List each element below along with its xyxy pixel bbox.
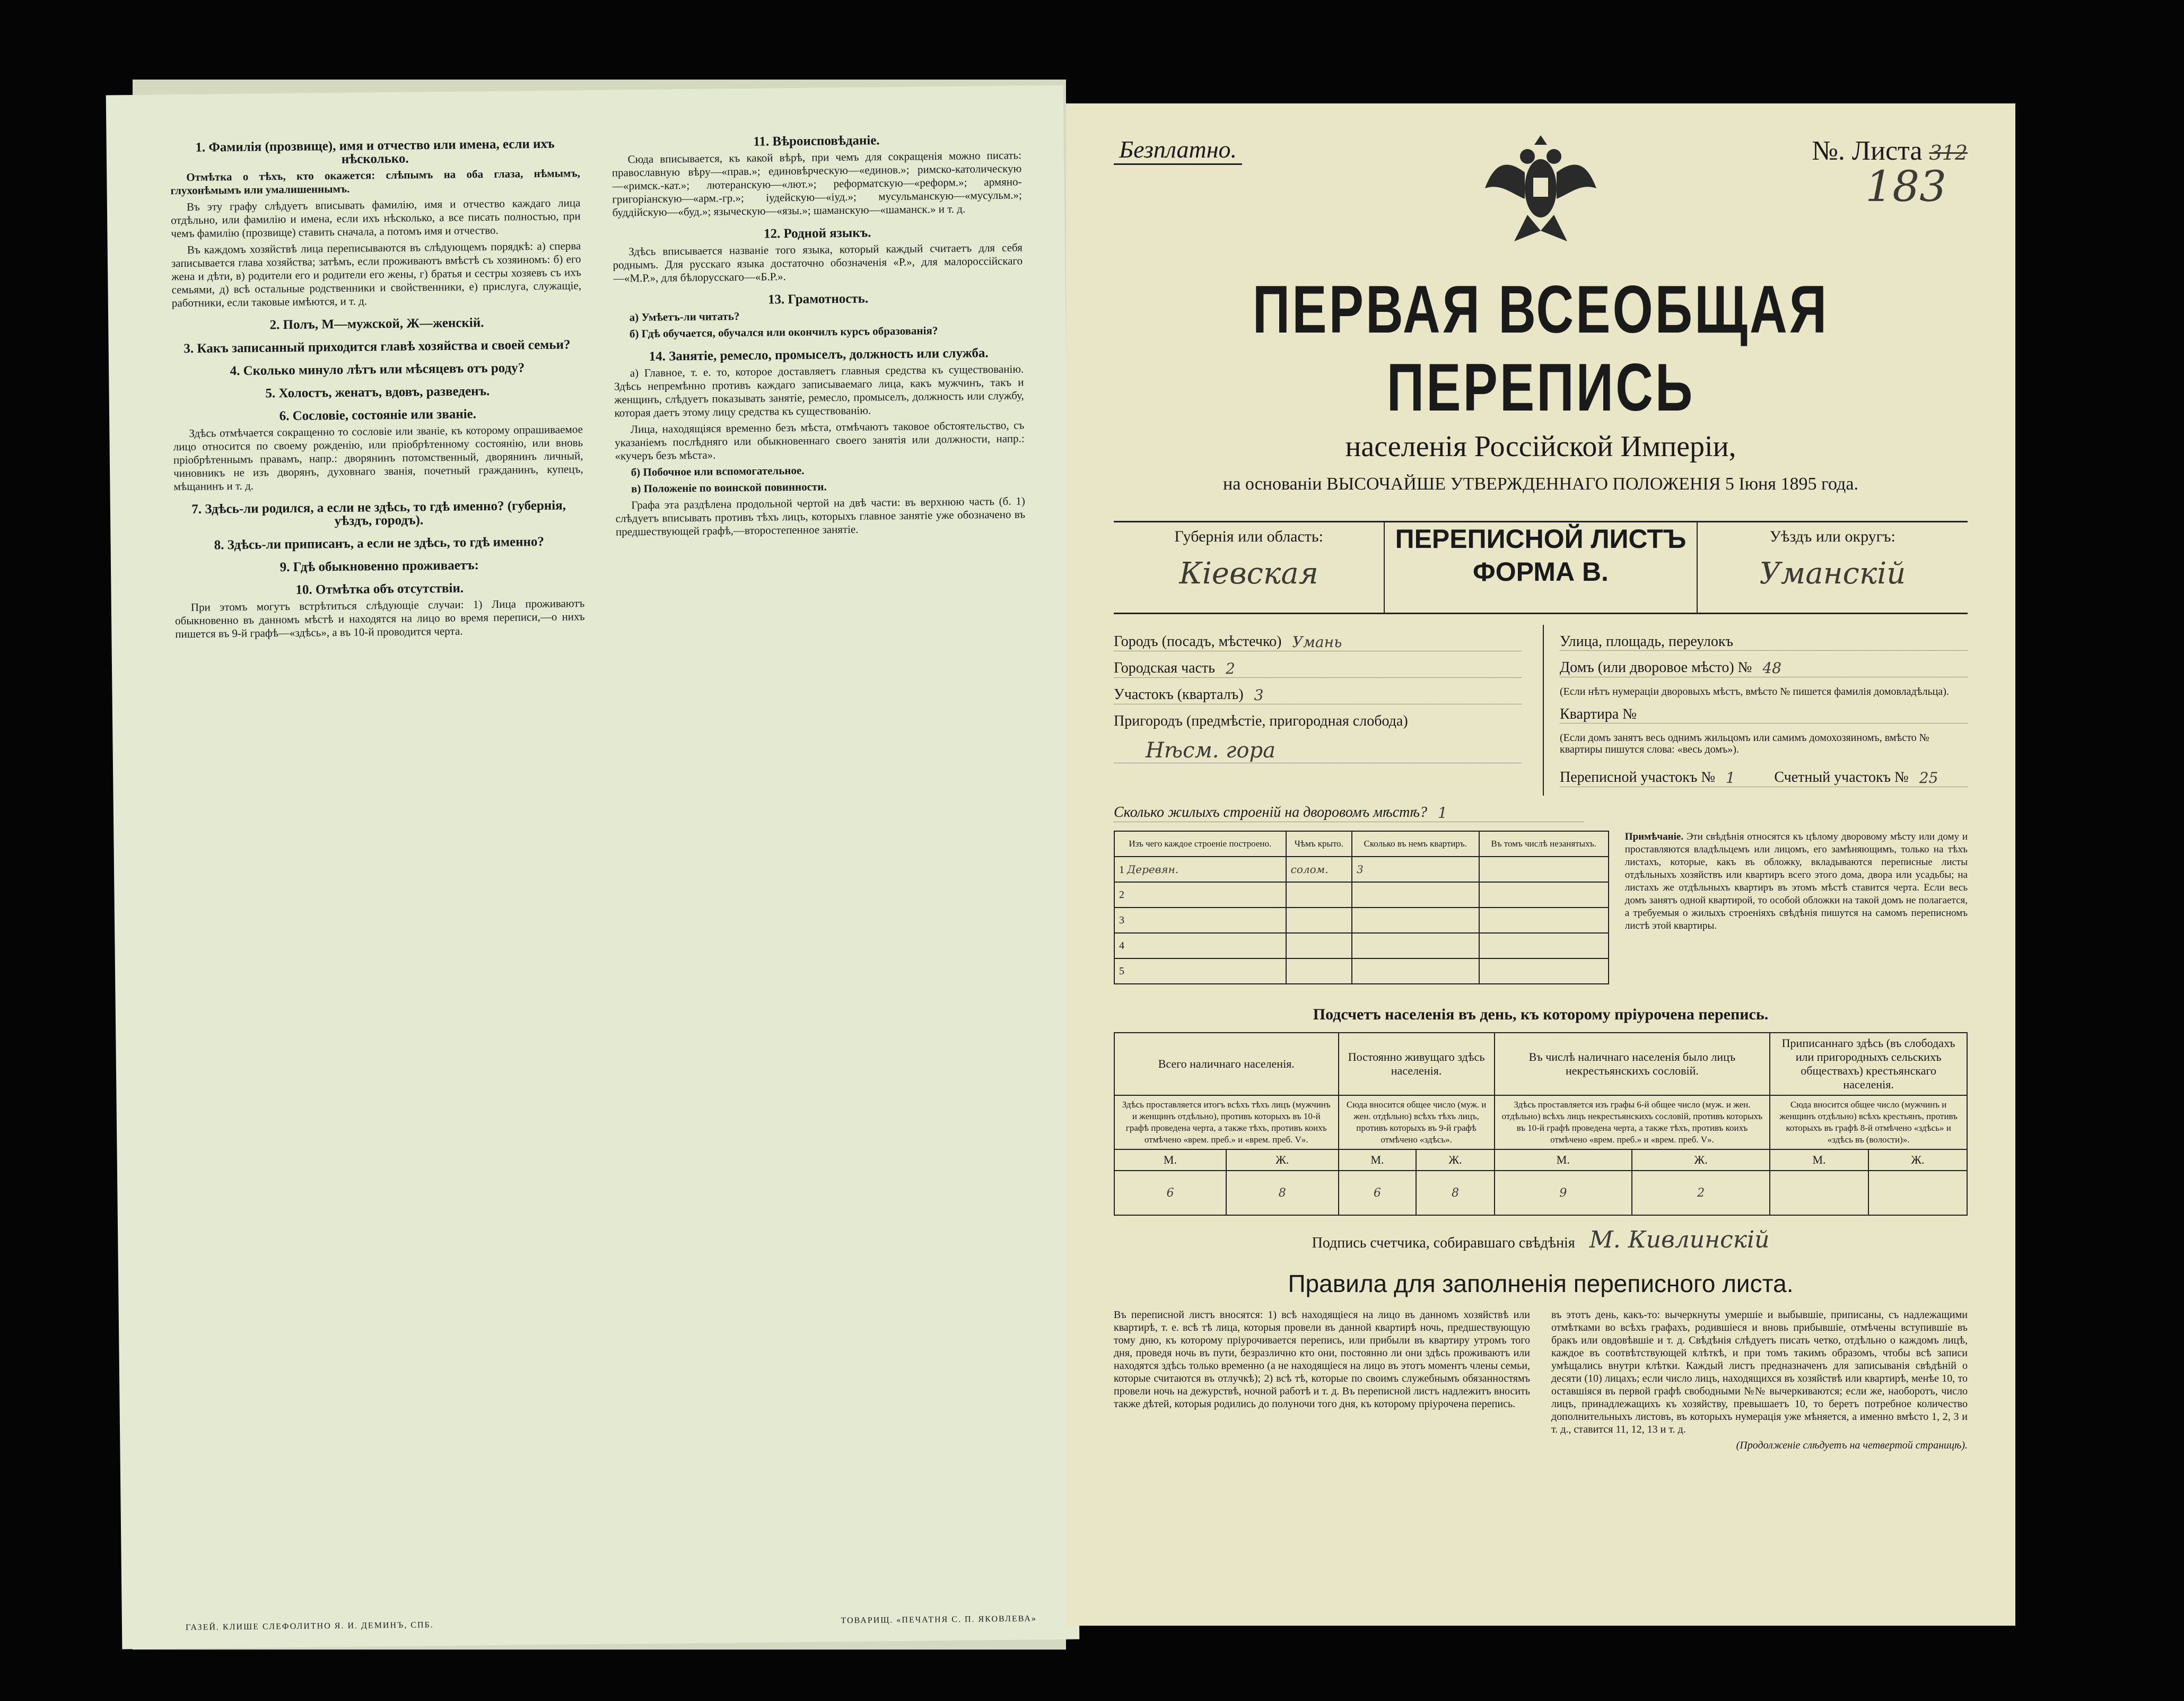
section-1-text-2: Въ каждомъ хозяйствѣ лица переписываются въ слѣдующемъ порядкѣ: а) сперва записывается глава хозяйства; затѣмъ, если проживаютъ вмѣстѣ съ хозяиномъ: б) его жена и дѣти, в) родители его и родители его жены, г) братья и сестры хозяевъ съ ихъ семьями, д) всѣ остальные родственники и свойственники, е) прислуга, служащіе, работники, если таковые имѣются, и т. д. — [171, 239, 582, 310]
city-part-label: Городская часть — [1114, 660, 1216, 676]
street-field — [1560, 633, 1968, 651]
empty-value[interactable] — [1479, 908, 1609, 933]
section-14-text: а) Главное, т. е. то, которое доставляетъ главныя средства къ существованію. Здѣсь непремѣнно противъ каждаго записываемаго лица, какъ мужчинъ, такъ и женщинъ, слѣдуетъ показывать занятіе, ремесло, промыселъ, должность или службу, которая даетъ этому лицу средства къ существованію. — [614, 362, 1024, 420]
printer-footer-right: ТОВАРИЩ. «ПЕЧАТНЯ С. П. ЯКОВЛЕВА» — [841, 1614, 1037, 1626]
census-subtitle: населенія Россійской Имперіи, — [1345, 430, 1736, 463]
pop-mj-row — [1114, 1149, 1967, 1171]
pop-desc-present: Здѣсь проставляется итогъ всѣхъ тѣхъ лицъ (мужчинъ и женщинъ отдѣльно), противъ которыхъ въ 10-й графѣ проведена черта, а также тѣхъ, противъ коихъ отмѣчено «врем. преб.» и «врем. преб. V». — [1114, 1095, 1339, 1149]
section-9-text: При этомъ могутъ встрѣтиться слѣдующіе случаи: 1) Лица проживаютъ обыкновенно въ данномъ мѣстѣ и находятся на лицо во время переписи,—о нихъ пишется въ 9-й графѣ—«здѣсь», а въ 10-й проводится черта. — [174, 597, 585, 641]
census-district-label: Переписной участокъ № — [1560, 769, 1716, 786]
address-left — [1114, 625, 1522, 796]
roof-value[interactable] — [1286, 958, 1352, 984]
instructions-column-1 — [170, 127, 595, 1627]
row-number: 1 — [1119, 863, 1124, 876]
female-header: Ж. — [1632, 1149, 1770, 1171]
apartments-value[interactable] — [1352, 882, 1479, 908]
street-label: Улица, площадь, переулокъ — [1560, 633, 1733, 650]
prigorod-value-row — [1114, 738, 1522, 763]
rules-column-1: Въ переписной листъ вносятся: 1) всѣ находящіеся на лицо въ данномъ хозяйствѣ или квартирѣ, т. е. всѣ тѣ лица, которыя провели въ данной квартирѣ ночь, предшествующую тому дню, къ которому пріурочивается перепись, или прибыли въ квартиру утромъ того дня, проведя ночь въ пути, безразлично кто они, постоянно ли они здѣсь проживаютъ или находятся здѣсь только временно (а не находящіеся на лицо въ этотъ моментъ члены семьи, которые считаются въ отлучкѣ); 2) всѣ тѣ, которые по своимъ служебнымъ обязанностямъ провели ночь на дежурствѣ, ночной работѣ и т. д. Въ переписной листъ надлежитъ вносить также дѣтей, которыя родились до полуночи того дня, къ которому пріурочена перепись. — [1114, 1309, 1530, 1410]
double-headed-eagle-emblem — [1482, 125, 1599, 247]
right-page-census-form — [1066, 103, 2015, 1626]
material-value[interactable]: Деревян. — [1127, 862, 1179, 876]
female-header: Ж. — [1226, 1149, 1339, 1171]
section-11-text: Сюда вписывается, къ какой вѣрѣ, при чемъ для сокращенія можно писать: православную вѣру—«прав.»; единовѣрческую—«единов.»; римско-католическую—«римск.-кат.»; лютеранскую—«лют.»; реформатскую—«реформ.»; армяно-григоріанскую—«арм.-гр.»; іудейскую—«іуд.»; мусульманскую—«мусульм.»; буддійскую—«буд.»; языческую—«язы.»; шаманскую—«шаманск.» и т. д. — [611, 149, 1022, 219]
section-4-title: 4. Сколько минуло лѣтъ или мѣсяцевъ отъ роду? — [230, 361, 525, 379]
pop-head-non-peasant: Въ числѣ наличнаго населенія было лицъ некрестьянскихъ сословій. — [1495, 1033, 1770, 1095]
pop-head-present: Всего наличнаго населенія. — [1114, 1033, 1339, 1095]
section-1-subtitle: Отмѣтка о тѣхъ, кто окажется: слѣпымъ на оба глаза, нѣмымъ, глухонѣмымъ или умалишеннымъ. — [170, 167, 580, 197]
form-title-line-2: ФОРМА В. — [1473, 557, 1609, 587]
census-title: ПЕРВАЯ ВСЕОБЩАЯ ПЕРЕПИСЬ — [1252, 271, 1829, 425]
bt-head-roof: Чѣмъ крыто. — [1286, 831, 1352, 857]
roof-value[interactable] — [1286, 882, 1352, 908]
pop-desc-row — [1114, 1095, 1967, 1149]
apartments-value[interactable] — [1352, 908, 1479, 933]
table-row — [1114, 857, 1609, 882]
section-9-title: 9. Гдѣ обыкновенно проживаетъ: — [279, 558, 479, 575]
address-right — [1543, 625, 1968, 796]
buildings-table-header — [1114, 831, 1609, 857]
form-title-row — [1114, 521, 1968, 614]
sheet-number — [1812, 135, 1968, 211]
row-number: 4 — [1114, 933, 1286, 958]
house-field — [1560, 659, 1968, 677]
table-row — [1114, 908, 1609, 933]
enumerator-signature — [1114, 1226, 1968, 1253]
pop-values-row — [1114, 1171, 1967, 1215]
roof-value[interactable]: солом. — [1286, 857, 1352, 882]
form-name-cell — [1384, 522, 1697, 613]
pop-desc-resident: Сюда вносится общее число (муж. и жен. отдѣльно) всѣхъ тѣхъ лицъ, противъ которыхъ въ 9-й графѣ отмѣчено «здѣсь». — [1339, 1095, 1495, 1149]
sheet-number-handwritten: 183 — [1865, 162, 1946, 211]
row-number: 2 — [1114, 882, 1286, 908]
empty-value[interactable] — [1479, 933, 1609, 958]
peasant-female-value[interactable] — [1868, 1171, 1967, 1215]
table-row — [1114, 882, 1609, 908]
bt-head-apartments: Сколько въ немъ квартиръ. — [1352, 831, 1479, 857]
rules-column-2 — [1551, 1309, 1968, 1452]
present-female-value[interactable]: 8 — [1226, 1171, 1339, 1215]
apartment-value[interactable] — [1637, 706, 1968, 723]
female-header: Ж. — [1416, 1149, 1494, 1171]
guberniya-label: Губернія или область: — [1174, 528, 1323, 545]
apartment-label: Квартира № — [1560, 706, 1637, 722]
street-value[interactable] — [1733, 633, 1968, 650]
table-row — [1114, 958, 1609, 984]
male-header: М. — [1770, 1149, 1868, 1171]
population-count-title: Подсчетъ населенія въ день, къ которому пріурочена перепись. — [1313, 1006, 1769, 1023]
census-legal-basis: на основаніи ВЫСОЧАЙШЕ УТВЕРЖДЕННАГО ПОЛОЖЕНІЯ 5 Іюня 1895 года. — [1223, 474, 1858, 494]
row-number: 3 — [1114, 908, 1286, 933]
rules-text — [1114, 1309, 1968, 1452]
note-text: Эти свѣдѣнія относятся къ цѣлому дворовому мѣсту или дому и проставляются владѣльцемъ или лицомъ, его замѣняющимъ, только на тѣхъ листахъ, которые, какъ въ обложку, вкладываются переписные листы отдѣльныхъ хозяйствъ или квартиръ всего этого дома, двора или усадьбы; на листахъ же отдѣльныхъ квартиръ въ этомъ мѣстѣ ставится черта. Если весь домъ занятъ одной квартирой, то особой обложки на такой домъ не полагается, а требуемыя о жилыхъ строеніяхъ свѣдѣнія пишутся на самомъ переписномъ листѣ этой квартиры. — [1624, 831, 1968, 931]
section-3-title: 3. Какъ записанный приходится главѣ хозяйства и своей семьи? — [184, 337, 571, 356]
buildings-note — [1625, 831, 1968, 984]
form-title-line-1: ПЕРЕПИСНОЙ ЛИСТЪ — [1395, 524, 1687, 554]
present-male-value[interactable]: 6 — [1114, 1171, 1226, 1215]
prigorod-field — [1114, 713, 1522, 730]
male-header: М. — [1339, 1149, 1417, 1171]
left-page-instructions — [106, 85, 1080, 1650]
signature-value[interactable]: М. Кивлинскій — [1589, 1226, 1770, 1253]
uchastok-field — [1114, 686, 1522, 704]
section-10-title: 10. Отмѣтка объ отсутствіи. — [295, 581, 464, 597]
section-1-text: Въ эту графу слѣдуетъ вписывать фамилію, имя и отчество каждаго лица отдѣльно, или фамилію и имена, если ихъ нѣсколько, а все писать полностью, при чемъ фамилію (прозвище) ставить сначала, а потомъ имя и отчество. — [171, 196, 581, 240]
section-13a: а) Умѣетъ-ли читать? — [629, 310, 740, 324]
uchastok-value[interactable]: 3 — [1254, 686, 1264, 704]
uchastok-label: Участокъ (кварталъ) — [1114, 686, 1244, 703]
apartments-value[interactable] — [1352, 933, 1479, 958]
empty-value[interactable] — [1479, 857, 1609, 882]
section-2-title: 2. Полъ, М—мужской, Ж—женскій. — [269, 316, 484, 333]
buildings-count-label: Сколько жилыхъ строеній на дворовомъ мѣстѣ? — [1114, 804, 1428, 821]
uezd-label: Уѣздъ или округъ: — [1769, 528, 1895, 545]
note-title: Примѣчаніе. — [1624, 831, 1684, 842]
pop-head-row — [1114, 1033, 1967, 1095]
buildings-count-field — [1114, 804, 1584, 822]
section-12-text: Здѣсь вписывается названіе того языка, который каждый считаетъ для себя роднымъ. Для русскаго языка достаточно обозначенія «Р.», для малороссійскаго—«М.Р.», для бѣлорусскаго—«Б.Р.». — [613, 241, 1023, 285]
census-district-value[interactable]: 1 — [1726, 769, 1735, 787]
resident-male-value[interactable]: 6 — [1339, 1171, 1417, 1215]
buildings-count-value[interactable]: 1 — [1438, 804, 1447, 822]
town-value[interactable]: Умань — [1292, 633, 1342, 651]
pop-head-peasant: Приписаннаго здѣсь (въ слободахъ или пригородныхъ сельскихъ обществахъ) крестьянскаго населенія. — [1770, 1033, 1967, 1095]
section-5-title: 5. Холостъ, женатъ, вдовъ, разведенъ. — [265, 383, 490, 401]
section-14b: б) Побочное или вспомогательное. — [631, 464, 805, 479]
section-6-title: 6. Сословіе, состояніе или званіе. — [279, 407, 477, 424]
city-part-value[interactable]: 2 — [1226, 660, 1235, 677]
apartments-value[interactable] — [1352, 958, 1479, 984]
apartment-note: (Если домъ занятъ весь однимъ жильцомъ или самимъ домохозяиномъ, вмѣсто № квартиры пишутся слова: «весь домъ»). — [1560, 732, 1929, 755]
bt-head-material: Изъ чего каждое строеніе построено. — [1114, 831, 1286, 857]
population-count-table — [1114, 1032, 1968, 1216]
resident-female-value[interactable]: 8 — [1416, 1171, 1494, 1215]
pop-desc-peasant: Сюда вносится общее число (мужчинъ и женщинъ отдѣльно) всѣхъ крестьянъ, противъ которыхъ въ графѣ 8-й отмѣчено «здѣсь» и «здѣсь въ (волости)». — [1770, 1095, 1967, 1149]
rules-title: Правила для заполненія переписного листа. — [1288, 1270, 1794, 1297]
prigorod-label: Пригородъ (предмѣстіе, пригородная слобода) — [1114, 713, 1408, 729]
instructions-column-2 — [611, 123, 1037, 1623]
sheet-number-struck: 312 — [1929, 141, 1968, 164]
male-header: М. — [1495, 1149, 1632, 1171]
house-note: (Если нѣтъ нумераціи дворовыхъ мѣстъ, вмѣсто № пишется фамилія домовладѣльца). — [1560, 686, 1949, 697]
section-14c: в) Положеніе по воинской повинности. — [631, 480, 827, 495]
count-district-value[interactable]: 25 — [1919, 769, 1938, 787]
free-label: Безплатно. — [1114, 135, 1242, 165]
buildings-section — [1114, 831, 1968, 984]
section-13b: б) Гдѣ обучается, обучался или окончилъ курсъ образованія? — [629, 324, 938, 341]
pop-head-resident: Постоянно живущаго здѣсь населенія. — [1339, 1033, 1495, 1095]
section-7-title: 7. Здѣсь-ли родился, а если не здѣсь, то гдѣ именно? (губернія, уѣздъ, городъ). — [191, 498, 566, 529]
buildings-table — [1114, 831, 1609, 984]
guberniya-value[interactable]: Кіевская — [1179, 556, 1318, 591]
prigorod-value[interactable]: Нѣсм. гора — [1146, 738, 1276, 763]
section-1-title: 1. Фамилія (прозвище), имя и отчество или имена, если ихъ нѣсколько. — [195, 136, 555, 167]
table-row — [1114, 933, 1609, 958]
apartment-field — [1560, 706, 1968, 723]
section-13-title: 13. Грамотность. — [767, 291, 869, 307]
section-14c-text: Графа эта раздѣлена продольной чертой на двѣ части: въ верхнюю часть (б. 1) слѣдуетъ вписывать противъ тѣхъ лицъ, которыхъ главное занятіе уже обозначено въ предшествующей графѣ,—второстепенное занятіе. — [615, 494, 1026, 538]
roof-value[interactable] — [1286, 908, 1352, 933]
non-peasant-male-value[interactable]: 9 — [1495, 1171, 1632, 1215]
count-district-label: Счетный участокъ № — [1774, 769, 1909, 786]
address-fields — [1114, 625, 1968, 796]
pop-desc-non-peasant: Здѣсь проставляется изъ графы 6-й общее число (муж. и жен. отдѣльно) всѣхъ лицъ некрестьянскихъ сословій, противъ которыхъ въ 10-й графѣ проведена черта, а также тѣхъ, противъ коихъ отмѣчено «врем. преб.» и «врем. преб. V». — [1495, 1095, 1770, 1149]
guberniya-cell — [1114, 522, 1384, 613]
section-6-text: Здѣсь отмѣчается сокращенно то сословіе или званіе, къ которому опрашиваемое лицо относится по своему рожденію, или пріобрѣтенному состоянію, или вновь пріобрѣтеннымъ правамъ, напр.: дворянинъ потомственный, дворянинъ личный, чиновникъ не изъ дворянъ, духовнаго званія, почетный гражданинъ, купецъ, мѣщанинъ и т. д. — [173, 423, 583, 493]
sheet-number-label: №. Листа — [1812, 136, 1923, 166]
town-field — [1114, 633, 1522, 651]
section-14-text-2: Лица, находящіяся временно безъ мѣста, отмѣчаютъ таковое обстоятельство, съ указаніемъ послѣдняго или обыкновеннаго своего занятія или должности, напр.: «кучеръ безъ мѣста». — [614, 418, 1025, 463]
section-11-title: 11. Вѣроисповѣданіе. — [753, 133, 880, 149]
empty-value[interactable] — [1479, 958, 1609, 984]
apartments-value[interactable]: 3 — [1352, 857, 1479, 882]
city-part-field — [1114, 660, 1522, 678]
roof-value[interactable] — [1286, 933, 1352, 958]
section-12-title: 12. Родной языкъ. — [763, 225, 871, 241]
section-8-title: 8. Здѣсь-ли приписанъ, а если не здѣсь, то гдѣ именно? — [214, 534, 545, 553]
empty-value[interactable] — [1479, 882, 1609, 908]
signature-label: Подпись счетчика, собиравшаго свѣдѣнія — [1312, 1235, 1575, 1251]
house-label: Домъ (или дворовое мѣсто) № — [1560, 659, 1752, 676]
uezd-value[interactable]: Уманскій — [1759, 556, 1906, 591]
uezd-cell — [1698, 522, 1968, 613]
section-14-title: 14. Занятіе, ремесло, промыселъ, должность или служба. — [649, 346, 989, 364]
rules-continued-note: (Продолженіе слѣдуетъ на четвертой страницѣ). — [1736, 1440, 1968, 1451]
peasant-male-value[interactable] — [1770, 1171, 1868, 1215]
row-number: 5 — [1114, 958, 1286, 984]
house-value[interactable]: 48 — [1762, 659, 1781, 677]
census-district-field — [1560, 769, 1968, 787]
town-label: Городъ (посадъ, мѣстечко) — [1114, 633, 1282, 650]
non-peasant-female-value[interactable]: 2 — [1632, 1171, 1770, 1215]
printer-footer-left: ГАЗЕЙ. КЛИШЕ СЛЕФОЛИТНО Я. И. ДЕМИНЪ, СПБ. — [185, 1620, 434, 1633]
female-header: Ж. — [1868, 1149, 1967, 1171]
rules-column-2-text: въ этотъ день, какъ-то: вычеркнуты умершіе и выбывшіе, приписаны, съ надлежащими отмѣтками во всѣхъ графахъ, родившіеся и вновь прибывшіе, отмѣчены вступившіе въ бракъ или овдовѣвшіе и т. д. Свѣдѣнія слѣдуетъ писать четко, отдѣльно о каждомъ лицѣ, каждое въ соотвѣтствующей клѣткѣ, и при томъ такимъ образомъ, чтобы всѣ записи умѣщались внутри клѣтки. Каждый листъ предназначенъ для записыванія свѣдѣній о десяти (10) лицахъ; если число лицъ, находящихся въ хозяйствѣ или квартирѣ, менѣе 10, то оставшіяся въ первой графѣ свободными №№ вычеркиваются; если же, наоборотъ, число лицъ, принадлежащихъ къ хозяйству, превышаетъ 10, то беретъ потребное количество дополнительныхъ листовъ, въ которыхъ нумерація уже мѣняется, а именно вмѣсто 1, 2, 3 и т. д., ставится 11, 12, 13 и т. д. — [1551, 1309, 1968, 1435]
male-header: М. — [1114, 1149, 1226, 1171]
bt-head-empty: Въ томъ числѣ незанятыхъ. — [1479, 831, 1609, 857]
